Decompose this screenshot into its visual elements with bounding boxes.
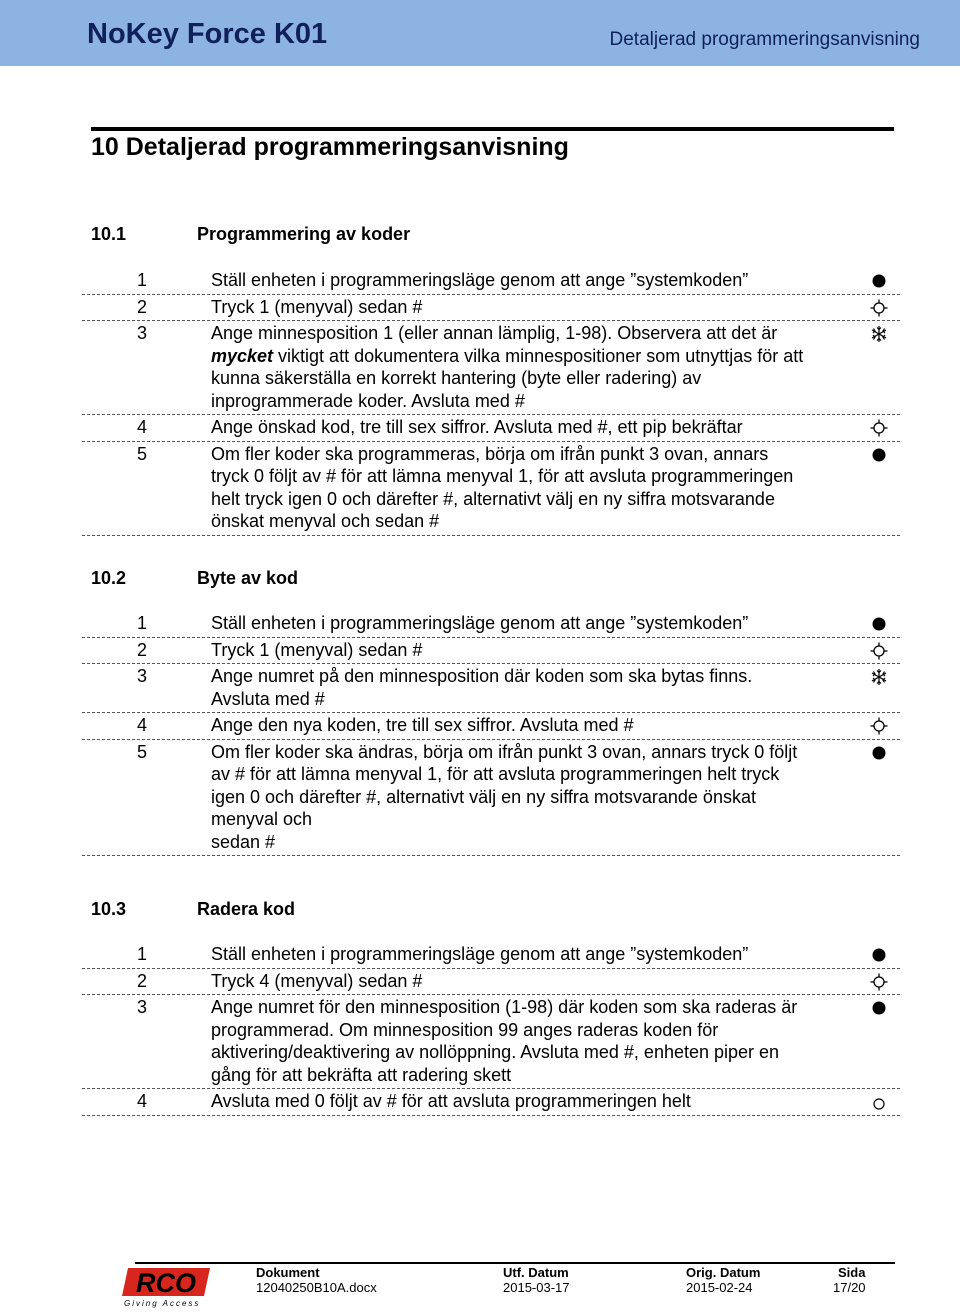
- logo-tagline: Giving Access: [124, 1299, 201, 1308]
- step-text: [211, 322, 811, 412]
- filled-circle-icon: [870, 999, 888, 1017]
- footer-document: [256, 1265, 377, 1295]
- steps-table-10-3: [82, 942, 900, 1116]
- page-label: Sida: [838, 1265, 866, 1280]
- step-text: Tryck 1 (menyval) sedan #: [211, 296, 423, 317]
- step-row: [82, 268, 900, 295]
- step-text: Ställ enheten i programmeringsläge genom att ange ”systemkoden”: [211, 944, 749, 964]
- step-text: Ange numret på den minnesposition där koden som ska bytas finns. Avsluta med #: [211, 666, 753, 709]
- step-text-part: viktigt att dokumentera vilka minnespositioner som utnyttjas för att kunna säkerställa en korrekt hantering (byte eller radering) av inprogrammerade koder. Avsluta med #: [211, 345, 804, 411]
- orig-date-label: Orig. Datum: [686, 1265, 761, 1280]
- filled-circle-icon: [870, 272, 888, 290]
- step-row: [82, 740, 900, 857]
- open-circle-icon: [870, 1093, 888, 1111]
- step-row: [82, 664, 900, 713]
- section-number: 10.3: [91, 899, 127, 919]
- footer-page: [833, 1265, 866, 1295]
- step-row: [82, 995, 900, 1089]
- step-text: Ange önskad kod, tre till sex siffror. Avsluta med #, ett pip bekräftar: [211, 417, 743, 437]
- step-row: [82, 611, 900, 638]
- footer-rule: [135, 1262, 895, 1264]
- step-row: [82, 638, 900, 665]
- section-title: Programmering av koder: [197, 224, 411, 244]
- step-row: [82, 442, 900, 536]
- logo-text: RCO: [136, 1268, 196, 1298]
- orig-date-value: 2015-02-24: [686, 1280, 753, 1295]
- step-number: 3: [137, 323, 148, 343]
- step-number: 3: [137, 997, 148, 1017]
- step-number: 3: [137, 666, 148, 686]
- step-row: [82, 942, 900, 969]
- step-number: 4: [137, 715, 148, 735]
- document-title: Detaljerad programmeringsanvisning: [609, 29, 920, 50]
- filled-circle-icon: [870, 446, 888, 464]
- sun-icon: [870, 299, 888, 317]
- step-number: 2: [137, 296, 148, 317]
- step-row: [82, 295, 900, 322]
- document-label: Dokument: [256, 1265, 320, 1280]
- step-number: 4: [137, 1091, 148, 1111]
- step-text: Ställ enheten i programmeringsläge genom att ange ”systemkoden”: [211, 613, 749, 633]
- chapter-rule: [91, 127, 894, 131]
- page-header: [0, 0, 960, 66]
- step-text-part: Ange minnesposition 1 (eller annan lämplig, 1-98). Observera att det är: [211, 323, 778, 343]
- step-number: 2: [137, 639, 148, 660]
- sun-icon: [870, 642, 888, 660]
- step-row: [82, 969, 900, 996]
- step-row: [82, 321, 900, 415]
- filled-circle-icon: [870, 744, 888, 762]
- chapter-title: 10 Detaljerad programmeringsanvisning: [91, 133, 569, 161]
- sun-icon: [870, 419, 888, 437]
- footer-utf-date: [503, 1265, 570, 1295]
- section-number: 10.2: [91, 568, 127, 588]
- step-number: 1: [137, 944, 148, 964]
- steps-table-10-1: [82, 268, 900, 536]
- filled-circle-icon: [870, 615, 888, 633]
- snowflake-icon: [870, 668, 888, 686]
- step-row: [82, 1089, 900, 1116]
- step-number: 5: [137, 443, 148, 464]
- step-text: Ange numret för den minnesposition (1-98) där koden som ska raderas är programmerad. Om minnesposition 99 anges raderas koden för aktivering/deaktivering av nollöppning. Avsluta med #, enheten piper en gång för att bekräfta att radering skett: [211, 997, 798, 1085]
- sun-icon: [870, 973, 888, 991]
- step-text: Ställ enheten i programmeringsläge genom att ange ”systemkoden”: [211, 270, 749, 290]
- section-title: Radera kod: [197, 899, 296, 919]
- snowflake-icon: [870, 325, 888, 343]
- sun-icon: [870, 717, 888, 735]
- step-text: Tryck 4 (menyval) sedan #: [211, 970, 423, 991]
- step-text: Avsluta med 0 följt av # för att avsluta programmeringen helt: [211, 1091, 691, 1111]
- step-row: [82, 713, 900, 740]
- filled-circle-icon: [870, 946, 888, 964]
- section-number: 10.1: [91, 224, 127, 244]
- step-row: [82, 415, 900, 442]
- step-text: Om fler koder ska ändras, börja om ifrån punkt 3 ovan, annars tryck 0 följt av # för att lämna menyval 1, för att avsluta programmeringen helt tryck igen 0 och därefter #, alternativt välj en ny siffra motsvarande önskat menyval och sedan #: [211, 741, 798, 852]
- step-number: 5: [137, 741, 148, 762]
- step-text: Om fler koder ska programmeras, börja om ifrån punkt 3 ovan, annars tryck 0 följt av # för att lämna menyval 1, för att avsluta programmeringen helt tryck igen 0 och därefter #, alternativt välj en ny siffra motsvarande önskat menyval och sedan #: [211, 443, 794, 531]
- page-value: 17/20: [833, 1280, 866, 1295]
- step-text: Tryck 1 (menyval) sedan #: [211, 639, 423, 660]
- utf-date-value: 2015-03-17: [503, 1280, 570, 1295]
- footer-orig-date: [686, 1265, 760, 1295]
- step-number: 1: [137, 270, 148, 290]
- section-title: Byte av kod: [197, 568, 299, 588]
- step-text: Ange den nya koden, tre till sex siffror. Avsluta med #: [211, 715, 634, 735]
- rco-logo: [120, 1264, 212, 1308]
- document-value: 12040250B10A.docx: [256, 1280, 377, 1295]
- utf-date-label: Utf. Datum: [503, 1265, 569, 1280]
- step-number: 4: [137, 417, 148, 437]
- step-number: 1: [137, 613, 148, 633]
- steps-table-10-2: [82, 611, 900, 856]
- product-name: NoKey Force K01: [87, 18, 328, 50]
- step-text-emphasis: mycket: [211, 345, 274, 366]
- step-number: 2: [137, 970, 148, 991]
